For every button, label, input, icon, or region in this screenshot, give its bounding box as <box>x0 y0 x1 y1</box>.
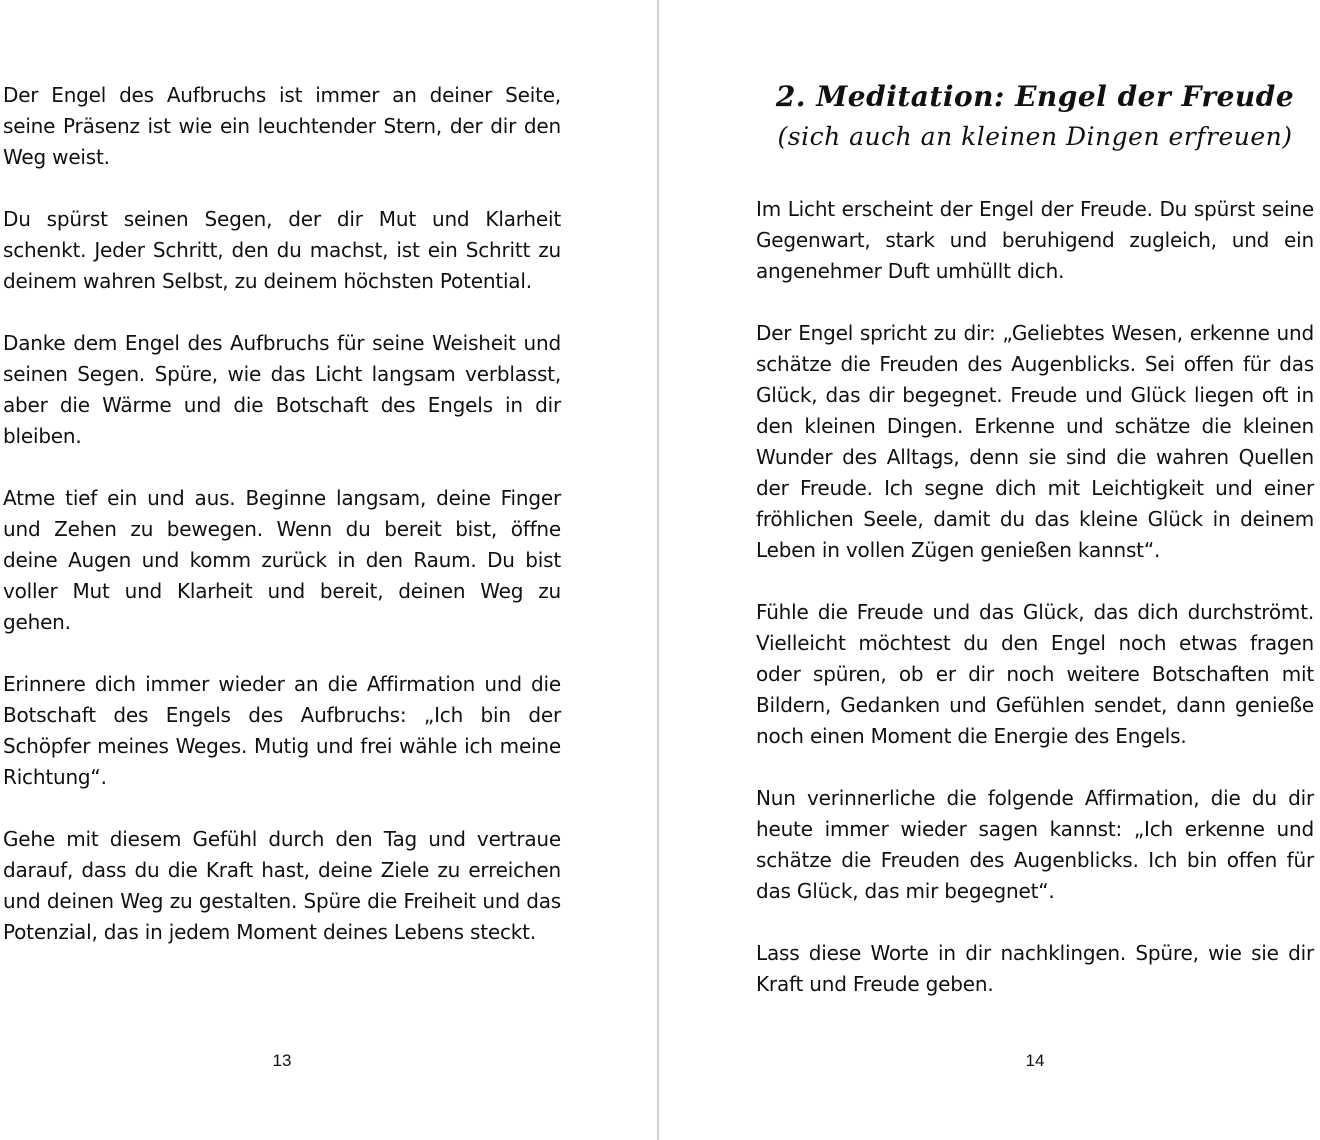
paragraph: Gehe mit diesem Gefühl durch den Tag und vertraue darauf, dass du die Kraft hast, deine Ziele zu erreichen und deinen Weg zu gestalten. Spüre die Freiheit und das Potenzial, das in jedem Moment deines Lebens steckt. <box>3 827 561 944</box>
paragraph: Lass diese Worte in dir nachklingen. Spüre, wie sie dir Kraft und Freude geben. <box>756 941 1314 996</box>
paragraph: Fühle die Freude und das Glück, das dich durchströmt. Vielleicht möchtest du den Engel noch etwas fragen oder spüren, ob er dir noch weitere Botschaften mit Bildern, Gedanken und Gefühlen sendet, dann genieße noch einen Moment die Energie des Engels. <box>756 600 1314 748</box>
paragraph: Der Engel des Aufbruchs ist immer an deiner Seite, seine Präsenz ist wie ein leuchtender Stern, der dir den Weg weist. <box>3 83 561 169</box>
page-14 <box>660 0 1320 1140</box>
paragraph: Danke dem Engel des Aufbruchs für seine Weisheit und seinen Segen. Spüre, wie das Licht langsam verblasst, aber die Wärme und die Botschaft des Engels in dir bleiben. <box>3 331 561 448</box>
page-14-body <box>756 194 1314 1000</box>
page-number: 14 <box>1025 1051 1045 1070</box>
chapter-title: 2. Meditation: Engel der Freude <box>775 80 1295 113</box>
paragraph: Im Licht erscheint der Engel der Freude. Du spürst seine Gegenwart, stark und beruhigend zugleich, und ein angenehmer Duft umhüllt dich. <box>756 197 1314 283</box>
paragraph: Erinnere dich immer wieder an die Affirmation und die Botschaft des Engels des Aufbruchs: „Ich bin der Schöpfer meines Weges. Mutig und frei wähle ich meine Richtung“. <box>3 672 561 789</box>
paragraph: Nun verinnerliche die folgende Affirmation, die du dir heute immer wieder sagen kannst: „Ich erkenne und schätze die Freuden des Augenblicks. Ich bin offen für das Glück, das mir begegnet“. <box>756 786 1314 903</box>
book-gutter-divider <box>657 0 659 1140</box>
paragraph: Du spürst seinen Segen, der dir Mut und Klarheit schenkt. Jeder Schritt, den du machst, ist ein Schritt zu deinem wahren Selbst, zu deinem höchsten Potential. <box>3 207 561 293</box>
page-number: 13 <box>272 1051 292 1070</box>
paragraph: Der Engel spricht zu dir: „Geliebtes Wesen, erkenne und schätze die Freuden des Augenblicks. Sei offen für das Glück, das dir begegnet. Freude und Glück liegen oft in den kleinen Dingen. Erkenne und schätze die kleinen Wunder des Alltags, denn sie sind die wahren Quellen der Freude. Ich segne dich mit Leichtigkeit und einer fröhlichen Seele, damit du das kleine Glück in deinem Leben in vollen Zügen genießen kannst“. <box>756 321 1314 562</box>
chapter-subtitle: (sich auch an kleinen Dingen erfreuen) <box>777 122 1293 151</box>
page-13 <box>0 0 657 1140</box>
page-13-body <box>3 80 561 948</box>
paragraph: Atme tief ein und aus. Beginne langsam, deine Finger und Zehen zu bewegen. Wenn du bereit bist, öffne deine Augen und komm zurück in den Raum. Du bist voller Mut und Klarheit und bereit, deinen Weg zu gehen. <box>3 486 561 634</box>
